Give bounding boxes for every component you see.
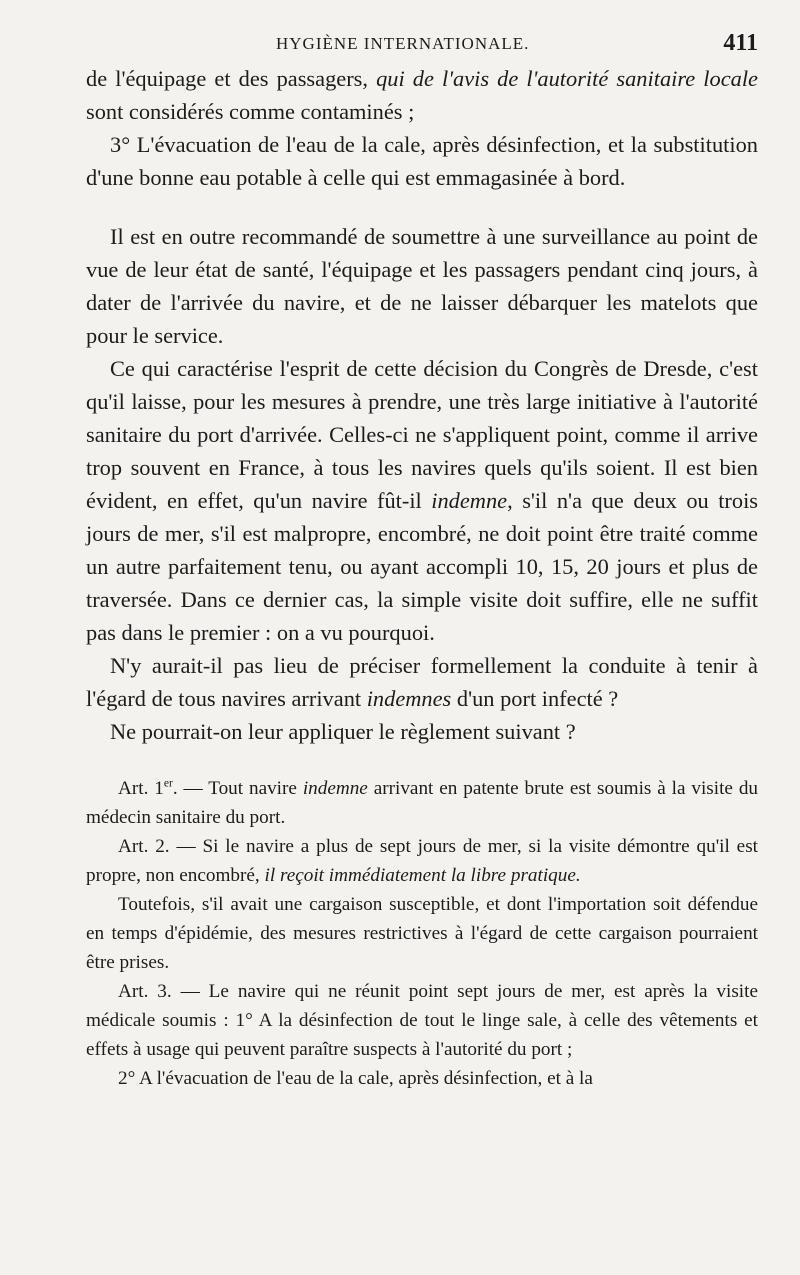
paragraph: Ne pourrait-on leur appliquer le règlement suivant ? bbox=[110, 719, 576, 744]
paragraph bbox=[86, 649, 758, 715]
article-3: Art. 3. — Le navire qui ne réunit point sept jours de mer, est après la visite médicale soumis : 1° A la désinfection de tout le linge sale, à celle des vêtements et effets à usage qui peuvent paraître suspects à l'autorité du port ; bbox=[86, 981, 758, 1060]
superscript: er bbox=[163, 777, 173, 790]
paragraph: 2° A l'évacuation de l'eau de la cale, après désinfection, et à la bbox=[118, 1068, 593, 1089]
italic-run: indemne bbox=[431, 488, 508, 513]
italic-run: indemne bbox=[302, 778, 368, 799]
paragraph: 3° L'évacuation de l'eau de la cale, après désinfection, et la substitution d'une bonne eau potable à celle qui est emmagasinée à bord. bbox=[86, 132, 758, 190]
text-run: Ce qui caractérise l'esprit de cette décision du Congrès de Dresde, c'est qu'il laisse, pour les mesures à prendre, une très large initiative à l'autorité sanitaire du port d'arrivée. Celles-ci ne s'appliquent point, comme il arrive trop souvent en France, à tous les navires quels qu'ils soient. Il est bien évident, en effet, qu'un navire fût-il bbox=[86, 356, 758, 513]
text-run: Art. 2. — Si le navire a plus de sept jours de mer, si la visite démontre qu'il est propre, non encombré, bbox=[86, 836, 758, 886]
regulation-articles bbox=[86, 774, 758, 1093]
main-text bbox=[86, 220, 758, 748]
text-run: arrivant en patente brute est soumis à la visite du médecin sanitaire du port. bbox=[86, 778, 759, 828]
paragraph: Toutefois, s'il avait une cargaison susceptible, et dont l'importation soit défendue en temps d'épidémie, des mesures restrictives à l'égard de cette cargaison pourraient être prises. bbox=[86, 894, 758, 973]
italic-run: indemnes bbox=[366, 686, 452, 711]
text-run: de l'équipage et des passagers, bbox=[86, 66, 377, 91]
paragraph bbox=[86, 352, 758, 649]
page-header bbox=[86, 30, 758, 62]
running-head: HYGIÈNE INTERNATIONALE. bbox=[276, 34, 530, 53]
text-run: . — Tout navire bbox=[172, 778, 303, 799]
text-run: N'y aurait-il pas lieu de préciser formellement la conduite à tenir à l'égard de tous navires arrivant bbox=[86, 653, 758, 711]
text-run: , s'il n'a que deux ou trois jours de mer, s'il est malpropre, encombré, ne doit point être traité comme un autre parfaitement tenu, ou ayant accompli 10, 15, 20 jours et plus de traversée. Dans ce dernier cas, la simple visite doit suffire, elle ne suffit pas dans le premier : on a vu pourquoi. bbox=[86, 488, 758, 645]
paragraph: Il est en outre recommandé de soumettre à une surveillance au point de vue de leur état de santé, l'équipage et les passagers pendant cinq jours, à dater de l'arrivée du navire, et de ne laisser débarquer les matelots que pour le service. bbox=[86, 224, 758, 348]
paragraph bbox=[86, 62, 758, 128]
article-2 bbox=[86, 832, 758, 890]
article-1 bbox=[86, 774, 758, 832]
italic-run: qui de l'avis de l'autorité sanitaire locale bbox=[376, 66, 758, 91]
page-number: 411 bbox=[723, 30, 758, 56]
text-run: d'un port infecté ? bbox=[451, 686, 619, 711]
text-run: Art. 1 bbox=[118, 778, 164, 799]
text-run: sont considérés comme contaminés ; bbox=[86, 99, 415, 124]
book-page bbox=[86, 30, 758, 1093]
italic-run: il reçoit immédiatement la libre pratique. bbox=[264, 865, 581, 886]
top-block bbox=[86, 62, 758, 194]
